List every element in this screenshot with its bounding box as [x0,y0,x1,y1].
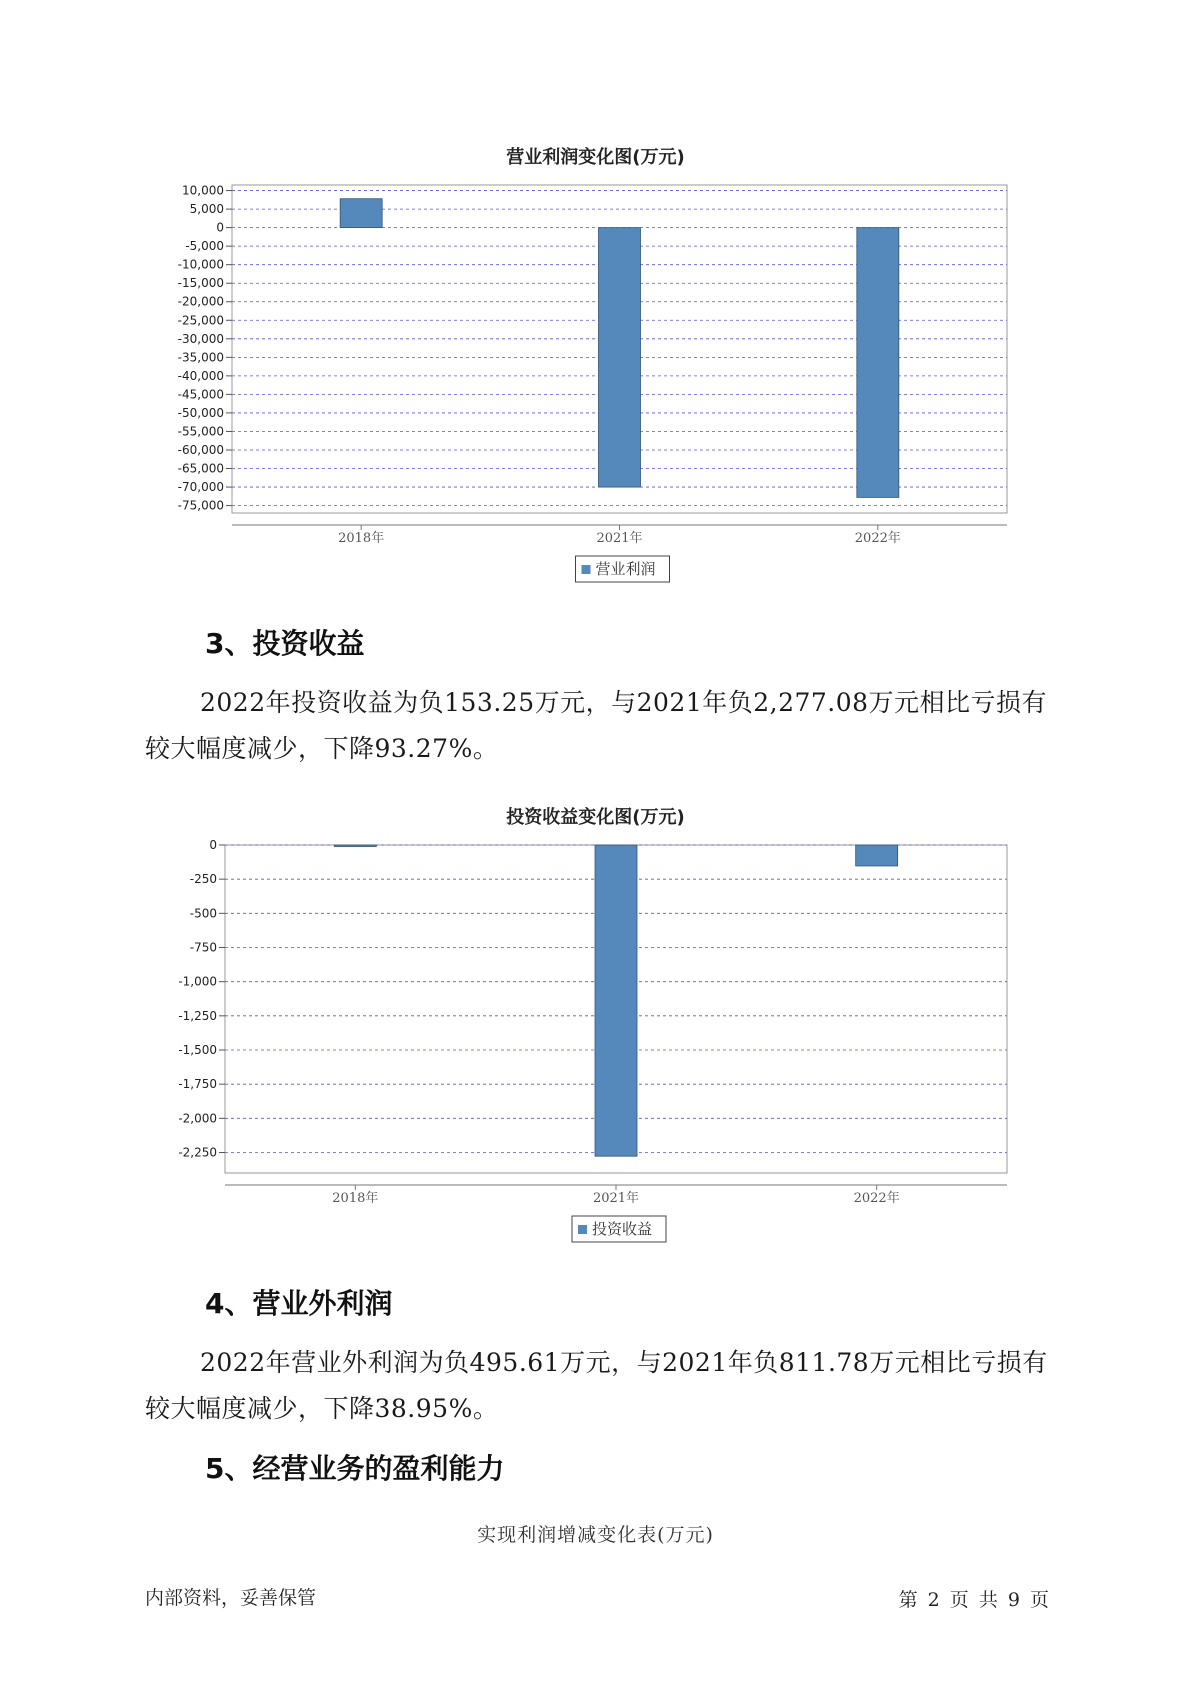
y-tick-label: -1,500 [178,1043,217,1057]
y-tick-label: -250 [189,872,217,887]
y-tick-label: -20,000 [177,294,224,309]
y-tick-label: -2,250 [178,1145,217,1160]
y-tick-label: -15,000 [177,276,224,291]
y-tick-label: -750 [189,940,217,955]
y-tick-label: 10,000 [182,183,224,198]
y-tick-label: -55,000 [177,424,224,439]
section-heading-operating-profitability: 5、经营业务的盈利能力 [205,1452,505,1485]
y-tick-label: -75,000 [177,498,224,513]
y-tick-label: -30,000 [177,331,224,346]
legend-swatch [578,1225,587,1234]
y-tick-label: -65,000 [177,461,224,476]
y-tick-label: -500 [189,906,217,921]
bar [595,845,637,1156]
y-tick-label: -45,000 [177,387,224,402]
y-tick-label: -70,000 [177,480,224,495]
investment-income-chart [0,830,1191,1250]
x-tick-label: 2021年 [592,1191,640,1206]
section-heading-non-operating-profit: 4、营业外利润 [205,1287,393,1320]
footer-page-number: 第 2 页 共 9 页 [898,1589,1051,1611]
x-tick-label: 2018年 [332,1191,379,1206]
paragraph-non-operating-profit: 2022年营业外利润为负495.61万元，与2021年负811.78万元相比亏损有较大幅度减少，下降38.95%。 [145,1348,1048,1423]
y-tick-label: -40,000 [177,368,224,383]
y-tick-label: -1,250 [178,1008,217,1023]
legend-label: 投资收益 [592,1220,653,1238]
y-tick-label: -1,000 [178,974,217,989]
y-tick-label: -5,000 [185,239,224,254]
chart-title-investment-income: 投资收益变化图(万元) [506,807,685,828]
y-tick-label: 0 [209,838,217,852]
y-tick-label: -10,000 [177,257,224,272]
paragraph-investment-income: 2022年投资收益为负153.25万元，与2021年负2,277.08万元相比亏损有较大幅度减少，下降93.27%。 [145,688,1048,763]
x-tick-label: 2022年 [854,531,901,546]
y-tick-label: -60,000 [177,442,224,457]
y-tick-label: -25,000 [177,313,224,328]
bar [334,845,376,847]
y-tick-label: 0 [216,220,224,235]
section-heading-investment-income: 3、投资收益 [205,627,365,660]
legend-swatch [582,565,591,574]
y-tick-label: 5,000 [189,202,224,217]
y-tick-label: -35,000 [177,350,224,365]
y-tick-label: -1,750 [178,1077,217,1092]
table-caption: 实现利润增减变化表(万元) [477,1524,714,1546]
x-tick-label: 2021年 [596,531,643,546]
x-tick-label: 2018年 [338,531,385,546]
y-tick-label: -50,000 [177,405,224,420]
legend-label: 营业利润 [595,560,656,578]
bar [857,228,899,498]
bar [856,845,898,866]
chart-title-operating-profit: 营业利润变化图(万元) [506,147,685,168]
bar [340,199,382,228]
footer-confidential-note: 内部资料，妥善保管 [145,1587,317,1609]
x-tick-label: 2022年 [853,1191,900,1206]
bar [599,228,641,487]
operating-profit-chart [0,170,1191,590]
y-tick-label: -2,000 [178,1111,217,1126]
